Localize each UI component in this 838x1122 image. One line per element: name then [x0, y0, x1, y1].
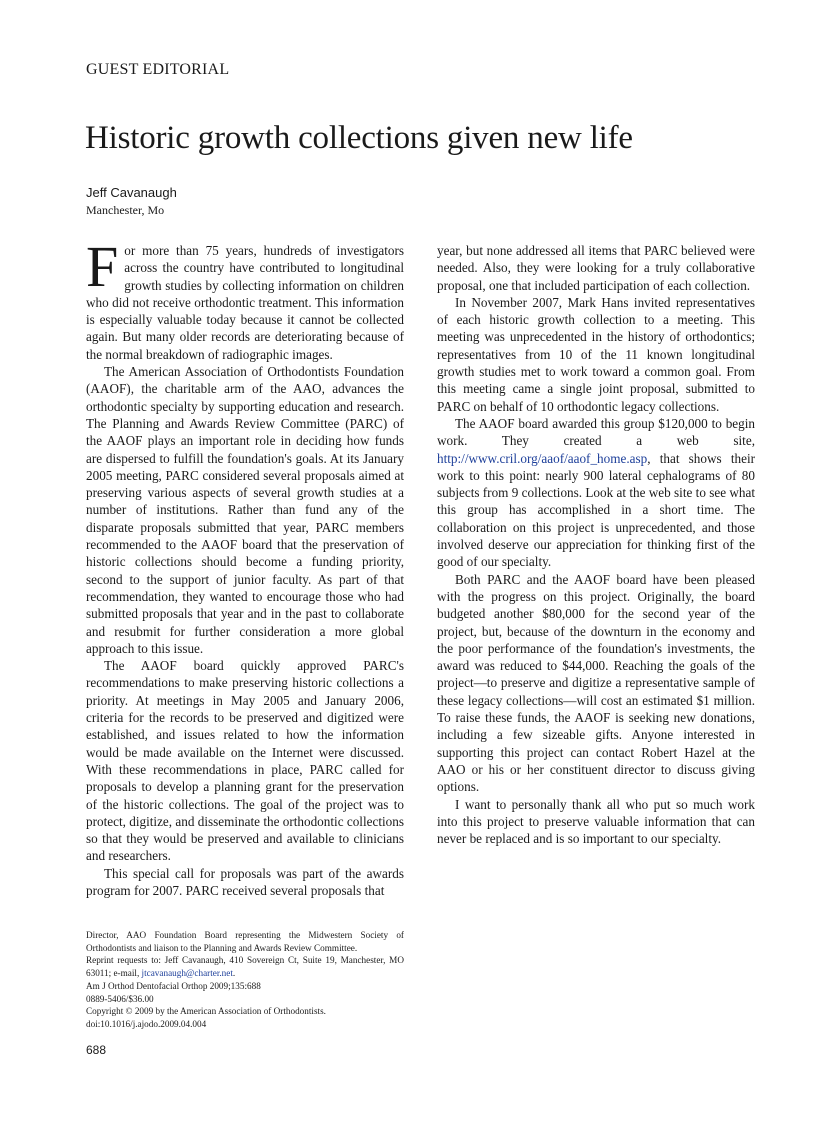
footnote-reprint-end: . — [232, 968, 236, 979]
paragraph-6-text-before: The AAOF board awarded this group $120,000 to begin work. They created a web site, — [437, 415, 755, 449]
footnote-citation: Am J Orthod Dentofacial Orthop 2009;135:688 — [86, 980, 261, 991]
footnote-reprint-text: Reprint requests to: Jeff Cavanaugh, 410 Sovereign Ct, Suite 19, Manchester, MO 63011; e-mail, — [86, 955, 404, 979]
paragraph-6 — [437, 415, 755, 571]
paragraph-4: This special call for proposals was part of the awards program for 2007. PARC received several proposals that — [86, 865, 404, 898]
author-affiliation: Manchester, Mo — [86, 203, 165, 217]
section-label: GUEST EDITORIAL — [86, 61, 230, 78]
footnote-doi: doi:10.1016/j.ajodo.2009.04.004 — [86, 1018, 207, 1029]
paragraph-5: In November 2007, Mark Hans invited representatives of each historic growth collection to a meeting. This meeting was unprecedented in the history of orthodontics; representatives from 10 of the 11 known longitudinal growth studies met to work toward a common goal. From this meeting came a single joint proposal, submitted to PARC on behalf of 10 orthodontic legacy collections. — [437, 294, 755, 414]
email-link[interactable]: jtcavanaugh@charter.net — [141, 968, 233, 979]
paragraph-1 — [86, 234, 404, 363]
footnote-reprint — [86, 954, 404, 979]
website-link[interactable]: http://www.cril.org/aaof/aaof_home.asp — [437, 450, 648, 466]
footnote-author-role: Director, AAO Foundation Board representing the Midwestern Society of Orthodontists and liaison to the Planning and Awards Review Committee. — [86, 930, 404, 953]
author-name: Jeff Cavanaugh — [86, 185, 177, 200]
paragraph-7: Both PARC and the AAOF board have been pleased with the progress on this project. Originally, the board budgeted another $80,000 for the second year of the project, but, because of the downturn in the economy and the poor performance of the foundation's investments, the award was reduced to $44,000. Reaching the goals of the project—to preserve and digitize a representative sample of these legacy collections—will cost an estimated $1 million. To raise these funds, the AAOF is seeking new donations, including a few sizeable gifts. Anyone interested in supporting this project can contact Robert Hazel at the AAO or his or her constituent director to discuss giving options. — [437, 571, 755, 795]
page-number: 688 — [86, 1043, 107, 1057]
article-title: Historic growth collections given new life — [85, 120, 633, 156]
paragraph-6-text-after: , that shows their work to this point: nearly 900 lateral cephalograms of 80 subjects from 9 collections. Look at the web site to see what this group has accomplished in a short time. The collaboration on this project is unprecedented, and those involved deserve our appreciation for thinking first of the good of our specialty. — [437, 450, 755, 570]
footnote-copyright: Copyright © 2009 by the American Association of Orthodontists. — [86, 1006, 326, 1017]
paragraph-3: The AAOF board quickly approved PARC's recommendations to make preserving historic collections a priority. At meetings in May 2005 and January 2006, criteria for the records to be preserved and digitized were established, and issues related to how the information would be made available on the Internet were discussed. With these recommendations in place, PARC called for proposals to develop a planning grant for the preservation of the historic collections. The goal of the project was to protect, digitize, and disseminate the orthodontic collections so that they would be preserved and available to clinicians and researchers. — [86, 658, 404, 864]
paragraph-2: The American Association of Orthodontists Foundation (AAOF), the charitable arm of the AAO, advances the orthodontic specialty by supporting education and research. The Planning and Awards Review Committee (PARC) of the AAOF plays an important role in deciding how funds are dispersed to fulfill the foundation's goals. At its January 2005 meeting, PARC considered several proposals aimed at preserving various aspects of several growth studies at a number of institutions. Rather than fund any of the disparate proposals submitted that year, PARC members recommended to the AAOF board that the preservation of historic collections should become a funding priority, second to the support of junior faculty. As part of that recommendation, they wanted to encourage those who had submitted proposals that year and in the past to collaborate and resubmit for further consideration a more global approach to this issue. — [86, 364, 404, 656]
paragraph-1-text: or more than 75 years, hundreds of investigators across the country have contributed to longitudinal growth studies by collecting information on children who did not receive orthodontic treatment. This information is especially valuable today because it cannot be collected again. But many older records are deteriorating because of the normal breakdown of radiographic images. — [86, 243, 404, 362]
right-column — [437, 242, 755, 847]
footnotes — [86, 929, 404, 1031]
paragraph-8: I want to personally thank all who put so much work into this project to preserve valuable information that can never be replaced and is so important to our specialty. — [437, 796, 755, 847]
paragraph-4-continued: year, but none addressed all items that PARC believed were needed. Also, they were looking for a truly collaborative proposal, one that included participation of each collection. — [437, 243, 755, 293]
drop-cap: F — [86, 234, 119, 299]
left-column — [86, 234, 404, 899]
footnote-price: 0889-5406/$36.00 — [86, 993, 154, 1004]
